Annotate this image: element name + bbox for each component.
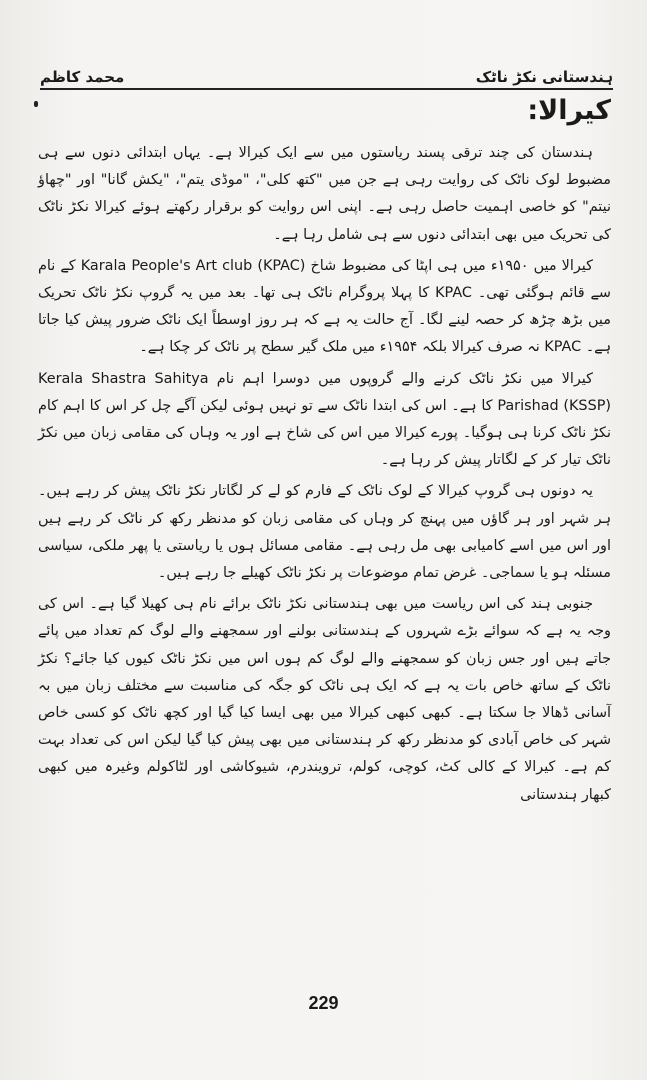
ink-speck [34, 101, 38, 107]
header-author: محمد کاظم [40, 68, 125, 86]
paragraph: ہندستان کی چند ترقی پسند ریاستوں میں سے ایک کیرالا ہے۔ یہاں ابتدائی دنوں سے ہی مضبوط لوک ناٹک کی روایت رہی ہے جن میں "کتھ کلی"، "موڈی یتم"، "یکش گانا" اور "چھاؤ نیتم" کو خاصی اہمیت حاصل رہی ہے۔ اپنی اس روایت کو برقرار رکھتے ہوئے کیرالا نکڑ ناٹک کی تحریک میں بھی ابتدائی دنوں سے ہی شامل رہا ہے۔ [38, 145, 611, 243]
header-rule [40, 88, 613, 90]
page-number: 229 [308, 993, 339, 1013]
paragraph: جنوبی ہند کی اس ریاست میں بھی ہندستانی نکڑ ناٹک برائے نام ہی کھیلا گیا ہے۔ اس کی وجہ یہ ہے کہ سوائے بڑے شہروں کے ہندستانی بولنے اور سمجھنے والے لوگ کم تعداد میں پائے جاتے ہیں اور جس زبان کو سمجھنے والے لوگ کم ہوں اس میں نکڑ ناٹک کیوں کیا جائے؟ نکڑ ناٹک کے ساتھ خاص بات یہ ہے کہ ایک ہی ناٹک کو جگہ کی مناسبت سے مختلف زبان میں بہ آسانی ڈھالا جا سکتا ہے۔ کبھی کبھی کیرالا میں بھی ایسا کیا گیا اور کچھ ناٹک کو کسی خاص شہر کی خاص آبادی کو مدنظر رکھ کر ہندستانی میں بھی پیش کیا گیا لیکن اس کی تعداد بہت کم ہے۔ کیرالا کے کالی کٹ، کوچی، کولم، ترویندرم، شیوکاشی اور لٹاکولم وغیرہ میں کبھی کبھار ہندستانی [38, 596, 611, 803]
paragraph: کیرالا میں ۱۹۵۰ء میں ہی اپٹا کی مضبوط شاخ Karala People's Art club (KPAC) کے نام سے قائم ہوگئی تھی۔ KPAC کا پہلا پروگرام ناٹک ہی تھا۔ بعد میں یہ گروپ نکڑ ناٹک تحریک میں بڑھ چڑھ کر حصہ لینے لگا۔ آج حالت یہ ہے کہ ہر روز اوسطاً ایک ناٹک ضرور پیش کیا جاتا ہے۔ KPAC نہ صرف کیرالا بلکہ ۱۹۵۴ء میں ملک گیر سطح پر ناٹک کر چکا ہے۔ [38, 257, 611, 356]
running-header [40, 62, 613, 86]
body-text [38, 140, 611, 813]
paragraph: یہ دونوں ہی گروپ کیرالا کے لوک ناٹک کے فارم کو لے کر لگاتار نکڑ ناٹک پیش کر رہے ہیں۔ ہر شہر اور ہر گاؤں میں پہنچ کر وہاں کی مقامی زبان کو مدنظر رکھ کر ناٹک کر رہے ہیں اور اس میں اسے کامیابی بھی مل رہی ہے۔ مقامی مسائل ہوں یا ریاستی یا پھر ملکی، سیاسی مسئلہ ہو یا سماجی۔ غرض تمام موضوعات پر نکڑ ناٹک کھیلے جا رہے ہیں۔ [38, 483, 611, 582]
header-book-title: ہندستانی نکڑ ناٹک [475, 68, 613, 86]
paragraph: کیرالا میں نکڑ ناٹک کرنے والے گروپوں میں دوسرا اہم نام Kerala Shastra Sahitya Parishad (KSSP) کا ہے۔ اس کی ابتدا ناٹک سے تو نہیں ہوئی لیکن آگے چل کر اس کا اہم کام نکڑ ناٹک کرنا ہی ہوگیا۔ پورے کیرالا میں اس کی شاخ ہے اور یہ وہاں کی مقامی زبان میں نکڑ ناٹک تیار کر کے لگاتار پیش کر رہا ہے۔ [38, 370, 611, 469]
section-heading: کیرالا: [527, 95, 611, 126]
